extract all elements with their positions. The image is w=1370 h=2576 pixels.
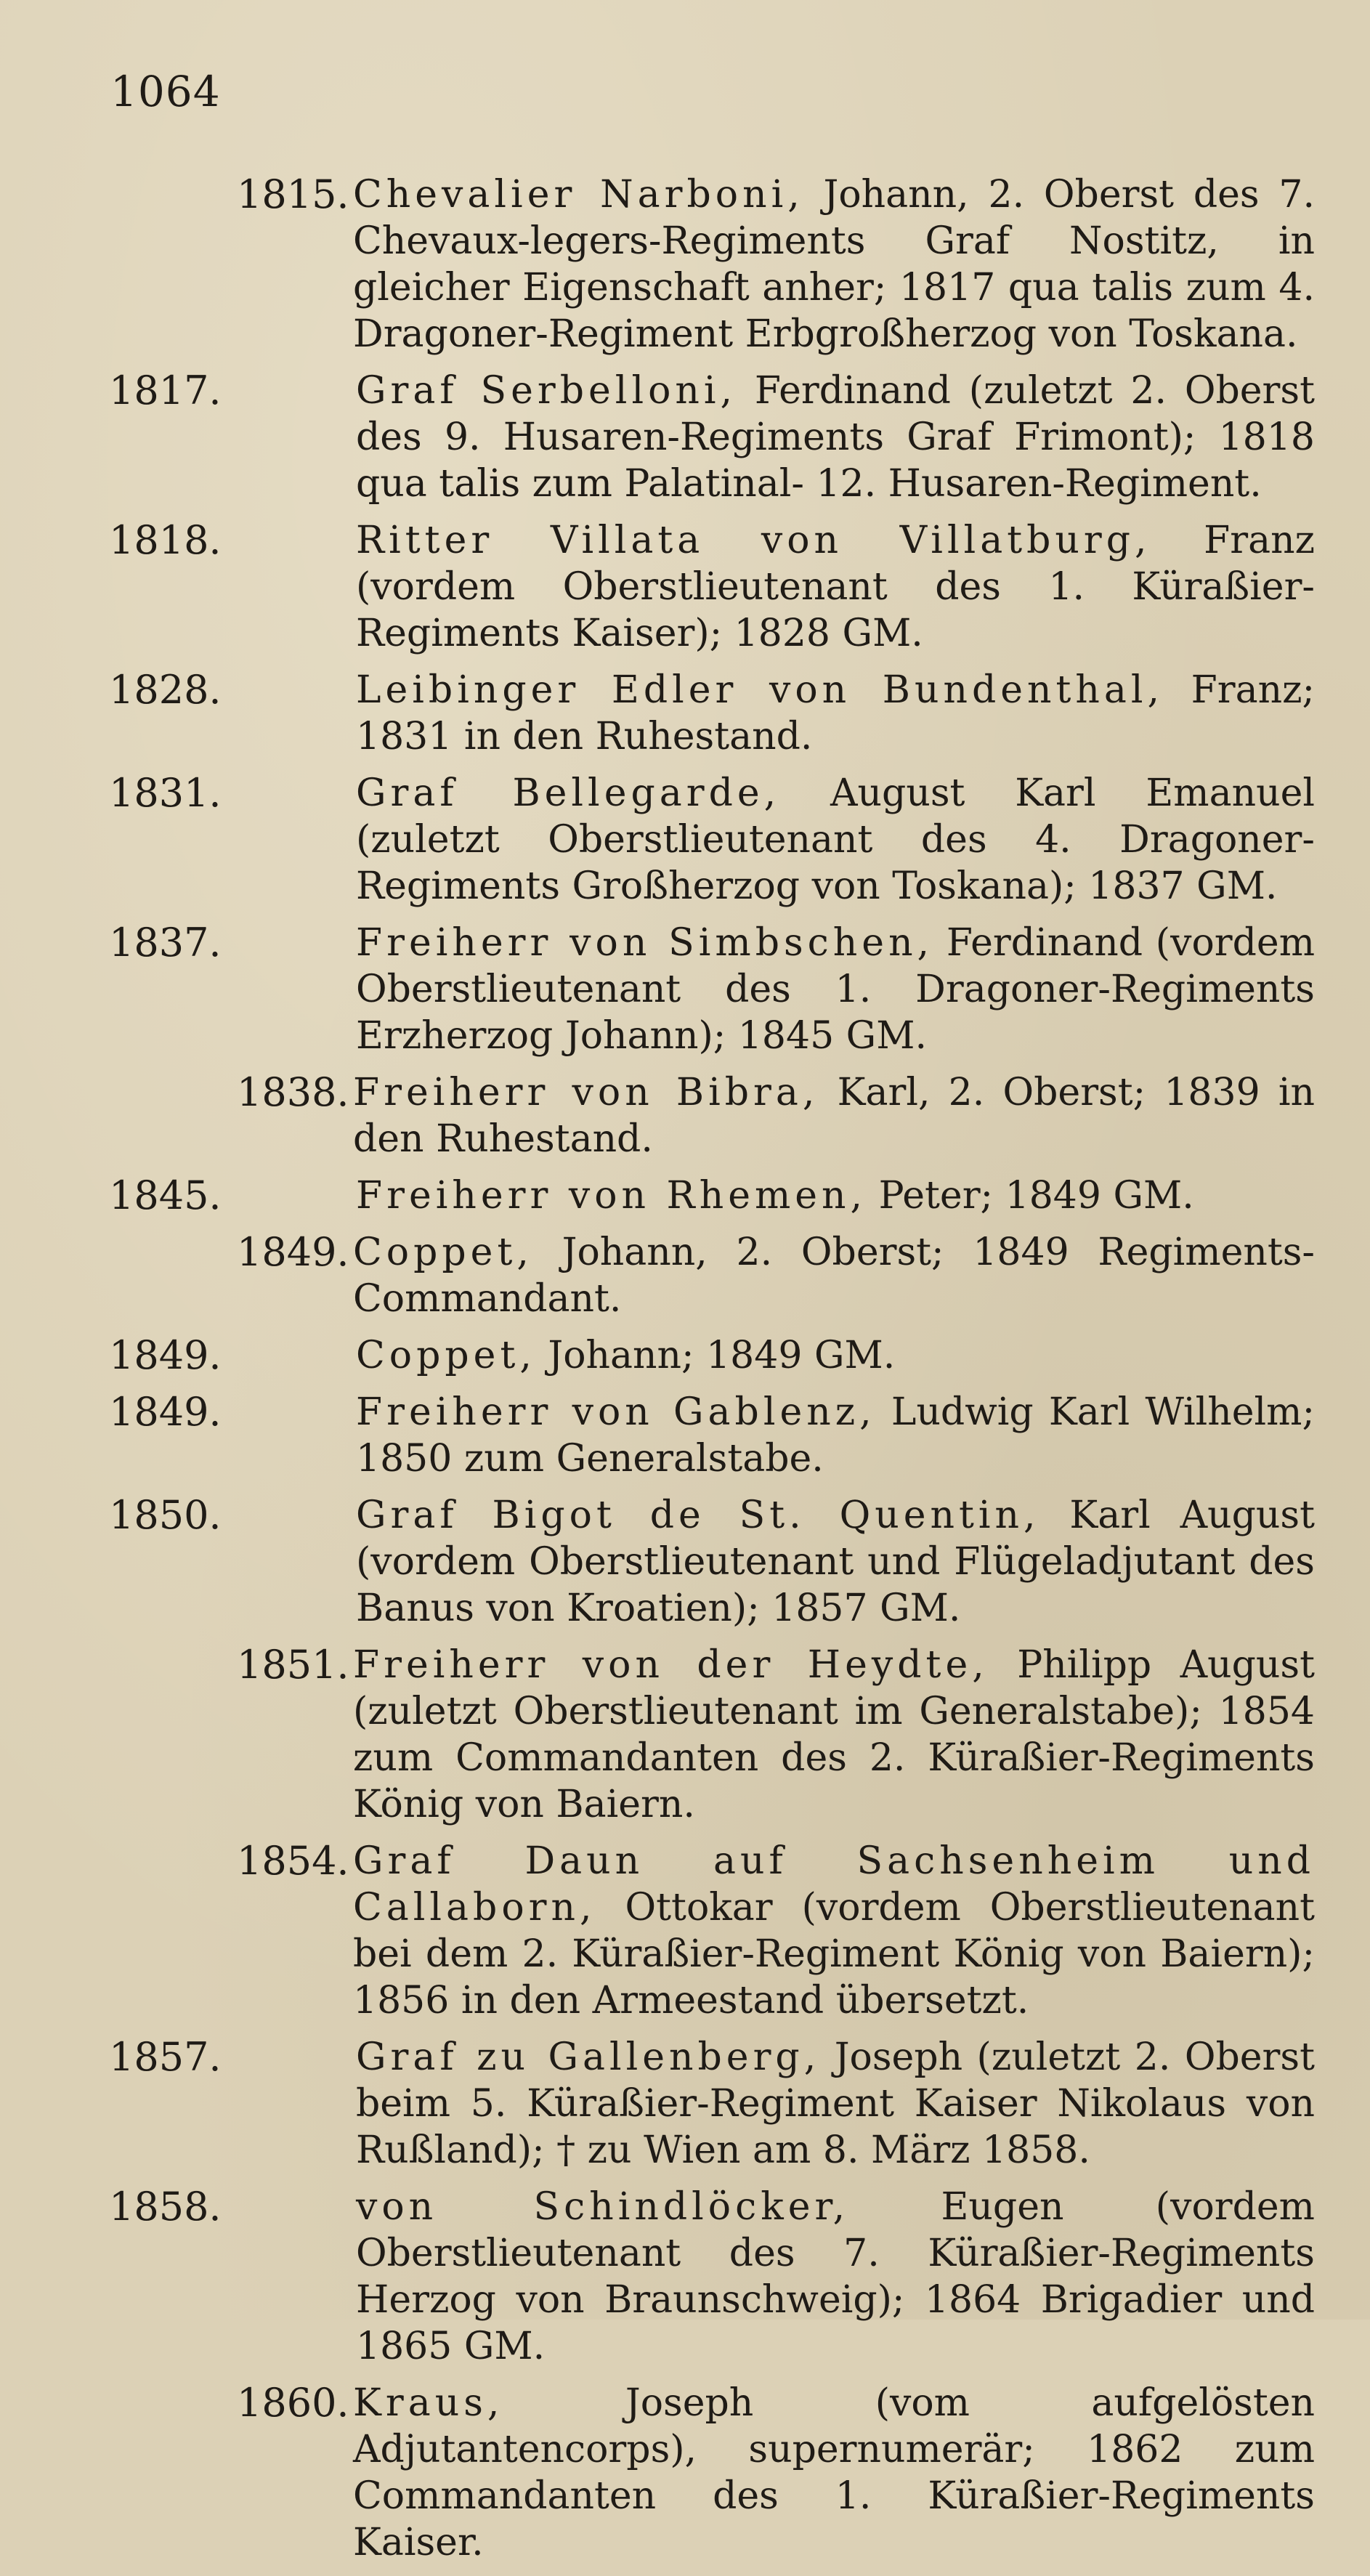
page-number: 1064	[110, 67, 221, 116]
list-item	[109, 1492, 1315, 1632]
list-item	[109, 1838, 1315, 2024]
entry-name: Freiherr von Gablenz,	[356, 1390, 876, 1434]
entry-text	[356, 2184, 1315, 2370]
entry-description: Eugen (vordem Oberstlieutenant des 7. Küraßier-Regiments Herzog von Braunschweig); 1864 Brigadier und 1865 GM.	[356, 2185, 1315, 2368]
entry-year: 1831.	[109, 770, 222, 816]
entry-year: 1857.	[109, 2034, 222, 2080]
entry-name: Graf zu Gallenberg,	[356, 2036, 821, 2079]
entry-name: Freiherr von Bibra,	[353, 1071, 819, 1114]
entry-year: 1838.	[237, 1069, 349, 1115]
entry-description: Joseph (zuletzt 2. Oberst beim 5. Küraßier-Regiment Kaiser Nikolaus von Rußland); † zu Wien am 8. März 1858.	[356, 2036, 1315, 2172]
entry-description: Franz; 1831 in den Ruhestand.	[356, 668, 1315, 758]
entry-description: Karl August (vordem Oberstlieutenant und Flügeladjutant des Banus von Kroatien); 1857 GM.	[356, 1494, 1315, 1630]
entry-year: 1828.	[109, 667, 222, 713]
list-item	[109, 1229, 1315, 1322]
entry-year: 1860.	[237, 2380, 349, 2426]
entry-name: Ritter Villata von Villatburg,	[356, 519, 1151, 562]
entry-name: Freiherr von Simbschen,	[356, 921, 934, 965]
entry-year: 1817.	[109, 368, 222, 413]
entry-description: Johann, 2. Oberst des 7. Chevaux-legers-Regiments Graf Nostitz, in gleicher Eigenschaft anher; 1817 qua talis zum 4. Dragoner-Regiment Erbgroßherzog von Toskana.	[353, 173, 1315, 356]
entry-description: Karl, 2. Oberst; 1839 in den Ruhestand.	[353, 1071, 1316, 1161]
entry-description: Johann, 2. Oberst; 1849 Regiments-Commandant.	[353, 1231, 1315, 1321]
entry-text	[356, 667, 1315, 760]
entry-description: Franz (vordem Oberstlieutenant des 1. Küraßier-Regiments Kaiser); 1828 GM.	[356, 519, 1316, 655]
list-item	[109, 920, 1315, 1059]
entry-description: Ottokar (vordem Oberstlieutenant bei dem 2. Küraßier-Regiment König von Baiern); 1856 in den Armeestand übersetzt.	[353, 1886, 1315, 2022]
entry-name: Graf Bellegarde,	[356, 771, 781, 815]
entry-description: Philipp August (zuletzt Oberstlieutenant im Generalstabe); 1854 zum Commandanten des 2. Küraßier-Regiments König von Baiern.	[353, 1643, 1315, 1826]
entry-text	[356, 1172, 1315, 1219]
list-item	[109, 1389, 1315, 1482]
list-item	[109, 1069, 1315, 1162]
entry-year: 1849.	[237, 1229, 349, 1275]
entry-year: 1850.	[109, 1492, 222, 1538]
entry-text	[356, 368, 1315, 507]
entry-name: Graf Bigot de St. Quentin,	[356, 1494, 1040, 1537]
entry-text	[356, 1492, 1315, 1632]
entry-description: Ferdinand (zuletzt 2. Oberst des 9. Husaren-Regiments Graf Frimont); 1818 qua talis zum Palatinal- 12. Husaren-Regiment.	[356, 369, 1315, 506]
entry-text	[353, 2380, 1315, 2566]
entry-description: Joseph (vom aufgelösten Adjutantencorps), supernumerär; 1862 zum Commandanten des 1. Küraßier-Regiments Kaiser.	[353, 2381, 1315, 2564]
list-item	[109, 2184, 1315, 2370]
entry-year: 1815.	[237, 171, 349, 217]
entry-year: 1845.	[109, 1172, 222, 1218]
entry-description: August Karl Emanuel (zuletzt Oberstlieutenant des 4. Dragoner-Regiments Großherzog von Toskana); 1837 GM.	[356, 771, 1315, 908]
list-item	[109, 1332, 1315, 1379]
entry-name: Graf Serbelloni,	[356, 369, 737, 413]
entry-list	[109, 171, 1315, 2576]
entry-name: Coppet,	[356, 1334, 536, 1377]
list-item	[109, 171, 1315, 357]
entry-text	[353, 1838, 1315, 2024]
entry-year: 1849.	[109, 1332, 222, 1378]
entry-text	[353, 1229, 1315, 1322]
entry-name: von Schindlöcker,	[356, 2185, 850, 2229]
list-item	[109, 667, 1315, 760]
entry-name: Chevalier Narboni,	[353, 173, 804, 216]
entry-year: 1858.	[109, 2184, 222, 2229]
list-item	[109, 2034, 1315, 2174]
list-item	[109, 2380, 1315, 2566]
entry-text	[353, 1069, 1315, 1162]
entry-year: 1851.	[237, 1642, 349, 1688]
entry-text	[356, 1389, 1315, 1482]
entry-year: 1849.	[109, 1389, 222, 1435]
list-item	[109, 770, 1315, 910]
entry-text	[356, 1332, 1315, 1379]
list-item	[109, 517, 1315, 657]
list-item	[109, 368, 1315, 507]
entry-name: Coppet,	[353, 1231, 533, 1274]
list-item	[109, 1642, 1315, 1828]
entry-name: Graf Daun auf Sachsenheim und Callaborn,	[353, 1839, 1315, 1929]
entry-text	[356, 2034, 1315, 2174]
entry-text	[353, 1642, 1315, 1828]
entry-description: Peter; 1849 GM.	[867, 1174, 1194, 1218]
entry-text	[356, 920, 1315, 1059]
entry-description: Ferdinand (vordem Oberstlieutenant des 1. Dragoner-Regiments Erzherzog Johann); 1845 GM.	[356, 921, 1315, 1058]
entry-description: Ludwig Karl Wilhelm; 1850 zum Generalstabe.	[356, 1390, 1316, 1481]
entry-name: Leibinger Edler von Bundenthal,	[356, 668, 1164, 712]
entry-text	[356, 517, 1315, 657]
entry-text	[356, 770, 1315, 910]
entry-year: 1837.	[109, 920, 222, 965]
list-item	[109, 1172, 1315, 1219]
entry-year: 1854.	[237, 1838, 349, 1884]
entry-description: Johann; 1849 GM.	[535, 1334, 896, 1377]
entry-name: Kraus,	[353, 2381, 504, 2425]
entry-year: 1818.	[109, 517, 222, 563]
entry-text	[353, 171, 1315, 357]
entry-name: Freiherr von Rhemen,	[356, 1174, 867, 1218]
entry-name: Freiherr von der Heydte,	[353, 1643, 989, 1687]
